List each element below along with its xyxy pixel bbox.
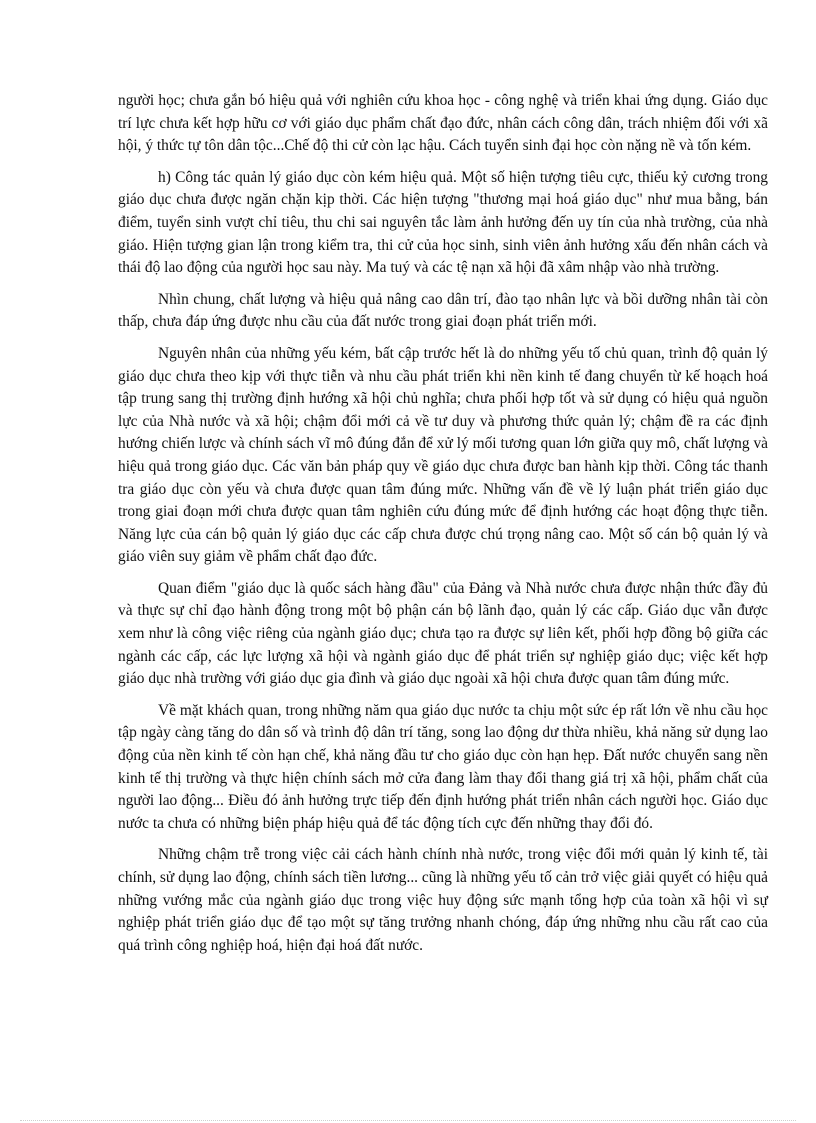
document-page — [118, 90, 768, 966]
paragraph-7: Những chậm trễ trong việc cải cách hành chính nhà nước, trong việc đổi mới quản lý kinh tế, tài chính, sử dụng lao động, chính sách tiền lương... cũng là những yếu tố cản trở việc giải quyết có hiệu quả những vướng mắc của ngành giáo dục trong việc huy động sức mạnh tổng hợp của toàn xã hội vì sự nghiệp phát triển giáo dục để tạo một sự tăng trưởng nhanh chóng, đáp ứng những nhu cầu rất cao của quá trình công nghiệp hoá, hiện đại hoá đất nước. — [118, 846, 768, 954]
paragraph-6: Về mặt khách quan, trong những năm qua giáo dục nước ta chịu một sức ép rất lớn về nhu cầu học tập ngày càng tăng do dân số và trình độ dân trí tăng, song lao động dư thừa nhiều, khả năng sử dụng lao động của nền kinh tế còn hạn chế, khả năng đầu tư cho giáo dục còn hạn hẹp. Đất nước chuyển sang nền kinh tế thị trường và thực hiện chính sách mở cửa đang làm thay đổi thang giá trị xã hội, phẩm chất của người lao động... Điều đó ảnh hưởng trực tiếp đến định hướng phát triển nhân cách người học. Giáo dục nước ta chưa có những biện pháp hiệu quả để tác động tích cực đến những thay đổi đó. — [118, 701, 768, 832]
paragraph-4: Nguyên nhân của những yếu kém, bất cập trước hết là do những yếu tố chủ quan, trình độ quản lý giáo dục chưa theo kịp với thực tiễn và nhu cầu phát triển khi nền kinh tế đang chuyển từ kế hoạch hoá tập trung sang thị trường định hướng xã hội chủ nghĩa; chưa phối hợp tốt và sử dụng có hiệu quả nguồn lực của Nhà nước và xã hội; chậm đổi mới cả về tư duy và phương thức quản lý; chậm đề ra các định hướng chiến lược và chính sách vĩ mô đúng đắn để xử lý mối tương quan lớn giữa quy mô, chất lượng và hiệu quả trong giáo dục. Các văn bản pháp quy về giáo dục chưa được ban hành kịp thời. Công tác thanh tra giáo dục còn yếu và chưa được quan tâm đúng mức. Những vấn đề về lý luận phát triển giáo dục trong giai đoạn mới chưa được quan tâm nghiên cứu đúng mức để định hướng các hoạt động thực tiễn. Năng lực của cán bộ quản lý giáo dục các cấp chưa được chú trọng nâng cao. Một số cán bộ quản lý và giáo viên suy giảm về phẩm chất đạo đức. — [118, 344, 768, 566]
paragraph-1: người học; chưa gắn bó hiệu quả với nghiên cứu khoa học - công nghệ và triển khai ứng dụng. Giáo dục trí lực chưa kết hợp hữu cơ với giáo dục phẩm chất đạo đức, nhân cách công dân, trách nhiệm đối với xã hội, ý thức tự tôn dân tộc...Chế độ thi cử còn lạc hậu. Cách tuyển sinh đại học còn nặng nề và tốn kém. — [118, 92, 768, 155]
paragraph-5: Quan điểm "giáo dục là quốc sách hàng đầu" của Đảng và Nhà nước chưa được nhận thức đầy đủ và thực sự chỉ đạo hành động trong một bộ phận cán bộ lãnh đạo, quản lý các cấp. Giáo dục vẫn được xem như là công việc riêng của ngành giáo dục; chưa tạo ra được sự liên kết, phối hợp đồng bộ giữa các ngành các cấp, các lực lượng xã hội và ngành giáo dục để phát triển sự nghiệp giáo dục; việc kết hợp giáo dục nhà trường với giáo dục gia đình và giáo dục ngoài xã hội chưa được quan tâm đúng mức. — [118, 579, 768, 688]
paragraph-3: Nhìn chung, chất lượng và hiệu quả nâng cao dân trí, đào tạo nhân lực và bồi dưỡng nhân tài còn thấp, chưa đáp ứng được nhu cầu của đất nước trong giai đoạn phát triển mới. — [118, 290, 768, 331]
paragraph-2: h) Công tác quản lý giáo dục còn kém hiệu quả. Một số hiện tượng tiêu cực, thiếu kỷ cương trong giáo dục chưa được ngăn chặn kịp thời. Các hiện tượng "thương mại hoá giáo dục" như mua bằng, bán điểm, tuyển sinh vượt chỉ tiêu, thu chi sai nguyên tắc làm ảnh hưởng đến uy tín của nhà trường, của nhà giáo. Hiện tượng gian lận trong kiểm tra, thi cử của học sinh, sinh viên ảnh hưởng xấu đến nhân cách và thái độ lao động của người học sau này. Ma tuý và các tệ nạn xã hội đã xâm nhập vào nhà trường. — [118, 168, 768, 277]
page-bottom-divider — [20, 1120, 796, 1121]
